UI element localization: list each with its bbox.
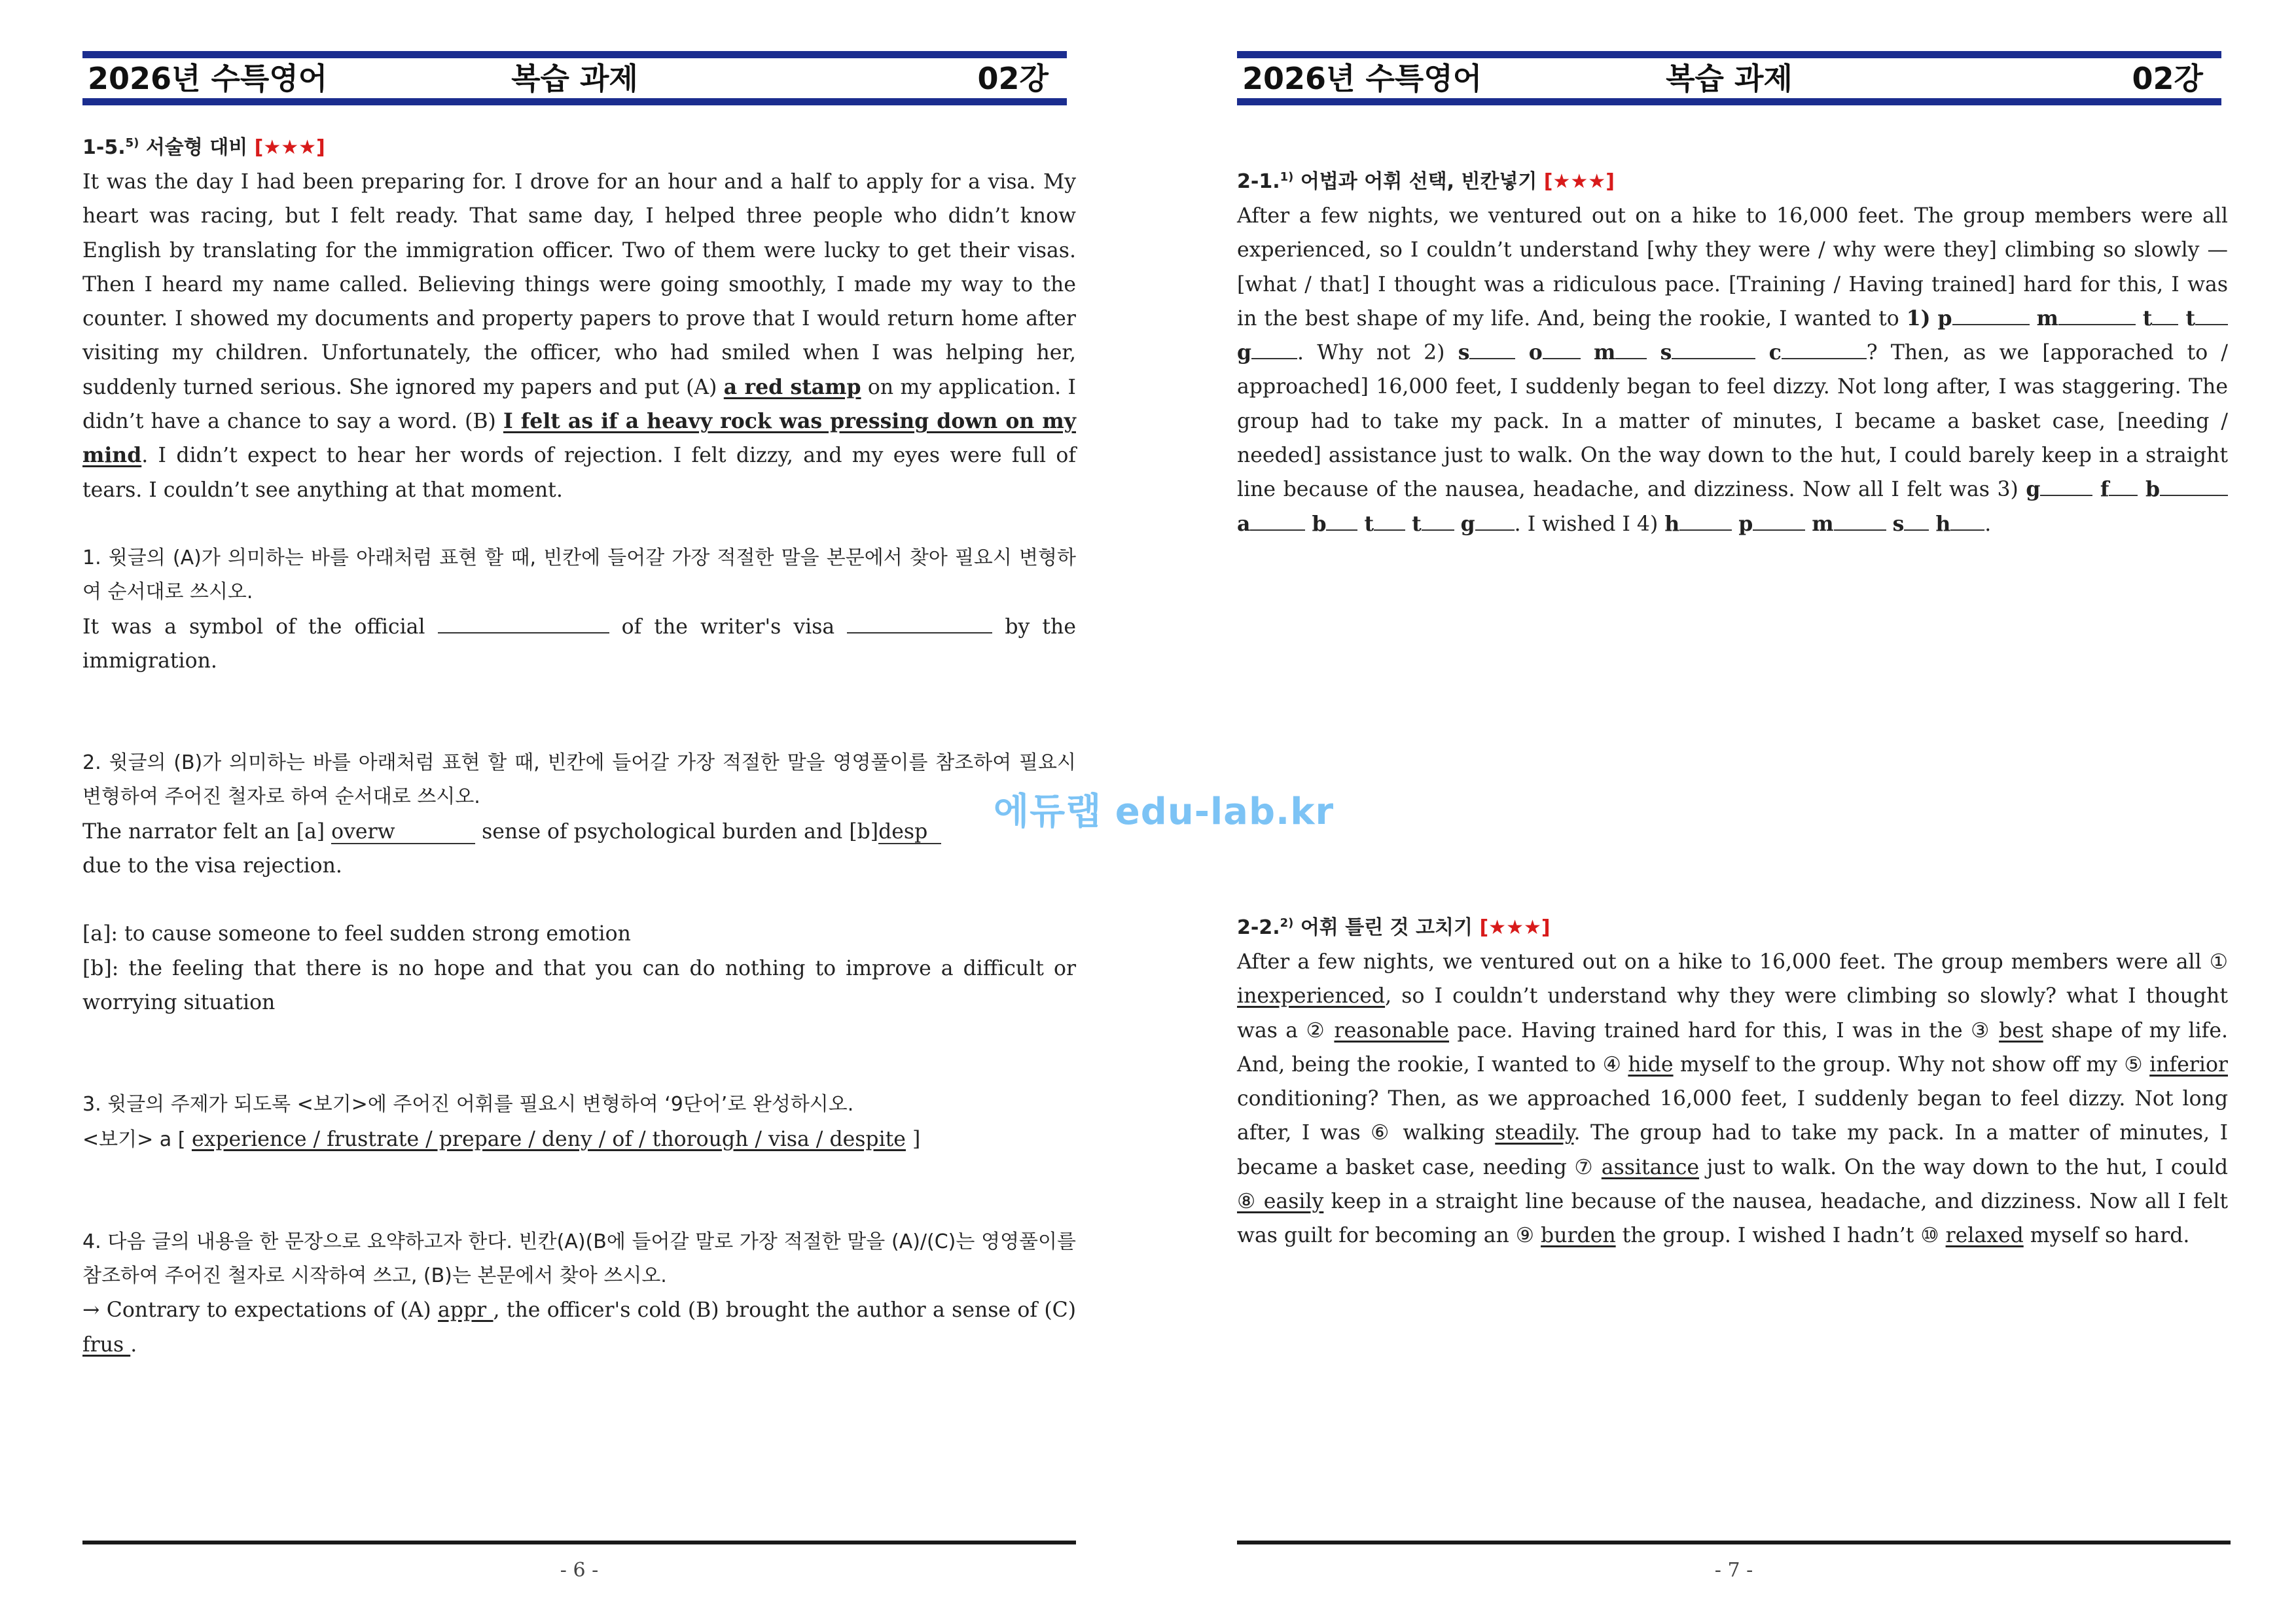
page-header xyxy=(1237,51,2221,106)
answer-line[interactable] xyxy=(1543,338,1581,359)
blank-number-1: 1) xyxy=(1906,306,1931,330)
question-4-sentence xyxy=(82,1293,1076,1362)
underlined-phrase-b: I felt as if a heavy rock was pressing down on my mind xyxy=(82,409,1076,468)
starting-letter: m xyxy=(1812,511,1834,536)
section-title: 서술형 대비 xyxy=(145,136,248,159)
question-3-word-box xyxy=(82,1122,1076,1157)
grammar-passage: After a few nights, we ventured out on a hike to 16,000 feet. The group members were all experienced, so I couldn’t understand [why they were / why were they] climbing so slowly — [what / that] I thought was a ridiculous pace. [Training / Having trained] hard for this, I was in the best shape of my life. And, being the rookie, I wanted to 1) p m t t g . Why not 2) s o m s c ? Then, as we [apporached to / approached] 16,000 feet, I suddenly began to feel dizzy. Not long after, I was staggering. The group had to take my pack. In a matter of minutes, I became a basket case, [needing / needed] assistance just to walk. On the way down to the hut, I could barely keep in a straight line because of the nausea, headache, and dizziness. Now all I felt was 3) g f b a b t t g . I wished I 4) h p m s h . xyxy=(1237,204,2229,536)
answer-line[interactable] xyxy=(2152,304,2178,325)
letter-blank[interactable] xyxy=(1312,512,1357,536)
passage-text: on my application. I didn’t have a chance to say a word. (B) xyxy=(82,375,1076,434)
blank-group-4 xyxy=(1664,512,1984,536)
right-page xyxy=(1237,0,2231,1623)
q1-text: of the writer's visa xyxy=(609,615,848,639)
q1-text: by the immigration. xyxy=(82,615,1076,673)
footnote-ref: 2) xyxy=(1280,916,1294,930)
answer-line[interactable] xyxy=(2160,475,2228,496)
section-number: 2-2. xyxy=(1237,916,1280,939)
passage-text: I wished I xyxy=(1520,512,1637,536)
starting-letter: t xyxy=(1412,511,1422,536)
letter-blank[interactable] xyxy=(1458,341,1516,365)
passage-text: shape of my life. And, being the rookie, I wanted to ④ xyxy=(1237,1018,2228,1077)
passage-text: the group. I wished I hadn’t ⑩ xyxy=(1615,1224,1946,1248)
starting-letter: s xyxy=(1458,340,1470,365)
underlined-word-6: steadily xyxy=(1495,1121,1574,1145)
starting-letter: g xyxy=(1237,340,1252,365)
letter-blank[interactable] xyxy=(1660,341,1756,365)
definition-b: [b]: the feeling that there is no hope and that you can do nothing to improve a difficult or worrying situation xyxy=(82,956,1076,1014)
right-content xyxy=(1237,165,2228,1253)
answer-line[interactable] xyxy=(1615,338,1647,359)
passage-text: conditioning? Then, as we approached 16,000 feet, I suddenly began to feel dizzy. Not long after, I was ⑥ walking xyxy=(1237,1087,2228,1145)
underlined-word-2: reasonable xyxy=(1334,1018,1449,1043)
answer-line[interactable] xyxy=(1834,510,1886,531)
section-title: 어휘 틀린 것 고치기 xyxy=(1300,916,1473,939)
letter-blank[interactable] xyxy=(2100,478,2138,501)
footer-rule xyxy=(1237,1541,2231,1544)
section-heading-2-2 xyxy=(1237,911,2228,945)
starting-letter: m xyxy=(1593,340,1616,365)
answer-blank-c[interactable]: frus xyxy=(82,1332,131,1357)
letter-blank[interactable] xyxy=(1664,512,1732,536)
passage-text: . I didn’t expect to hear her words of rejection. I felt dizzy, and my eyes were full of tears. I couldn’t see anything at that moment. xyxy=(82,444,1076,502)
header-top-bar xyxy=(1237,51,2221,58)
page-number: - 7 - xyxy=(1714,1559,1753,1582)
header-lesson: 02강 xyxy=(977,61,1049,96)
watermark-logo: 에듀랩 edu-lab.kr xyxy=(994,791,1335,833)
answer-line[interactable] xyxy=(1422,510,1454,531)
q2-text: The narrator felt an [a] xyxy=(82,819,332,844)
starting-letter: f xyxy=(2100,477,2109,502)
starting-letter: g xyxy=(1460,511,1475,536)
letter-blank[interactable] xyxy=(1412,512,1454,536)
starting-letter: s xyxy=(1892,511,1905,536)
underlined-word-10: relaxed xyxy=(1945,1224,2024,1248)
underlined-word-8: ⑧ easily xyxy=(1237,1190,1324,1214)
underlined-word-5: inferior xyxy=(2149,1052,2228,1077)
letter-blank[interactable] xyxy=(1364,512,1405,536)
answer-line[interactable] xyxy=(1950,510,1984,531)
question-1-sentence xyxy=(82,610,1076,679)
passage-text: Why not xyxy=(1304,341,1424,365)
blank-number-4: 4) xyxy=(1636,512,1659,536)
blank-group-2 xyxy=(1458,341,1867,365)
passage-text: After a few nights, we ventured out on a hike to 16,000 feet. The group members were all experienced, so I couldn’t understand [why they were / why were they] climbing so slowly — [what / that] I thought was a ridiculous pace. [Training / Having trained] hard for this, I was in the best shape of my life. And, being the rookie, I wanted to xyxy=(1237,204,2228,330)
passage-text: . The group had to take my pack. In a matter of minutes, I became a basket case, needing ⑦ xyxy=(1237,1121,2229,1179)
answer-blank[interactable] xyxy=(847,613,992,633)
page-number: - 6 - xyxy=(560,1559,599,1582)
footnote-ref: 1) xyxy=(1280,170,1294,184)
starting-letter: o xyxy=(1528,340,1543,365)
passage-text: Then, as we [apporached to / approached] 16,000 feet, I suddenly began to feel dizzy. Not long after, I was staggering. The group had to take my pack. In a matter of minutes, I became a basket case, [needing / needed] assistance just to walk. On the way down to the hut, I could barely keep in a straight line because of the nausea, headache, and dizziness. Now all I felt was xyxy=(1237,341,2229,502)
answer-line[interactable] xyxy=(1250,510,1305,531)
letter-blank[interactable] xyxy=(1935,512,1984,536)
header-top-bar xyxy=(82,51,1067,58)
underlined-word-4: hide xyxy=(1628,1052,1674,1077)
answer-blank-a[interactable]: overw xyxy=(331,821,475,844)
answer-line[interactable] xyxy=(2195,304,2228,325)
question-2-sentence xyxy=(82,815,1076,883)
answer-line[interactable] xyxy=(1251,338,1297,359)
difficulty-stars: [★★★] xyxy=(254,136,325,159)
passage-text: just to walk. On the way down to the hut, I could xyxy=(1699,1155,2228,1179)
header-lesson: 02강 xyxy=(2132,61,2203,96)
letter-blank[interactable] xyxy=(1529,341,1581,365)
section-heading-2-1 xyxy=(1237,165,2228,199)
reading-passage xyxy=(82,165,1076,507)
q1-text: It was a symbol of the official xyxy=(82,615,438,639)
blank-number-2: 2) xyxy=(1424,341,1445,365)
question-1-prompt: 1. 윗글의 (A)가 의미하는 바를 아래처럼 표현 할 때, 빈칸에 들어갈 가장 적절한 말을 본문에서 찾아 필요시 변형하여 순서대로 쓰시오. xyxy=(82,546,1076,604)
starting-letter: t xyxy=(2185,306,2196,330)
starting-letter: t xyxy=(1364,511,1374,536)
bogi-label: <보기> a [ xyxy=(82,1128,192,1151)
answer-line[interactable] xyxy=(1374,510,1405,531)
header-course: 2026년 수특영어 xyxy=(88,61,328,96)
difficulty-stars: [★★★] xyxy=(1543,170,1615,193)
starting-letter: p xyxy=(1937,306,1952,330)
answer-line[interactable] xyxy=(1469,338,1515,359)
answer-line[interactable] xyxy=(2058,304,2136,325)
q2-text: due to the visa rejection. xyxy=(82,854,342,878)
bogi-close: ] xyxy=(905,1127,921,1151)
header-title: 복습 과제 xyxy=(1666,61,1793,96)
starting-letter: a xyxy=(1237,511,1251,536)
answer-line[interactable] xyxy=(1475,510,1515,531)
underlined-word-3: best xyxy=(1999,1018,2043,1043)
passage-text: It was the day I had been preparing for. I drove for an hour and a half to apply for a visa. My heart was racing, but I felt ready. That same day, I helped three people who didn’t know English by translating for the immigration officer. Two of them were lucky to get their visas. Then I heard my name called. Believing things were going smoothly, I made my way to the counter. I showed my documents and property papers to prove that I would return home after visiting my children. Unfortunately, the officer, who had smiled when I was helping her, suddenly turned serious. She ignored my papers and put (A) xyxy=(82,170,1076,399)
letter-blank[interactable] xyxy=(1893,512,1929,536)
section-number: 2-1. xyxy=(1237,170,1280,193)
answer-line[interactable] xyxy=(1679,510,1732,531)
starting-letter: p xyxy=(1738,511,1753,536)
passage-text: pace. Having trained hard for this, I was in the ③ xyxy=(1448,1018,2000,1043)
question-2-prompt: 2. 윗글의 (B)가 의미하는 바를 아래처럼 표현 할 때, 빈칸에 들어갈 가장 적절한 말을 영영풀이를 참조하여 필요시 변형하여 주어진 철자로 하여 순서대로 쓰시오. xyxy=(82,751,1076,809)
letter-blank[interactable] xyxy=(2026,478,2092,501)
q4-text: → Contrary to expectations of (A) xyxy=(82,1298,439,1323)
letter-blank[interactable] xyxy=(1461,512,1515,536)
starting-letter: b xyxy=(2145,477,2160,502)
starting-letter: t xyxy=(2142,306,2153,330)
starting-letter: m xyxy=(2036,306,2058,330)
letter-blank[interactable] xyxy=(1237,341,1297,365)
footnote-ref: 5) xyxy=(125,136,139,150)
question-3-prompt: 3. 윗글의 주제가 되도록 <보기>에 주어진 어휘를 필요시 변형하여 ‘9단어’로 완성하시오. xyxy=(82,1093,854,1116)
question-4-prompt: 4. 다음 글의 내용을 한 문장으로 요약하고자 한다. 빈칸(A)(B에 들어갈 말로 가장 적절한 말을 (A)/(C)는 영영풀이를 참조하여 주어진 철자로 시작하여 쓰고, (B)는 본문에서 찾아 쓰시오. xyxy=(82,1230,1076,1288)
letter-blank[interactable] xyxy=(2037,307,2136,330)
header-bottom-bar xyxy=(1237,98,2221,105)
letter-blank[interactable] xyxy=(1237,512,1305,536)
letter-blank[interactable] xyxy=(2185,307,2228,330)
definition-a: [a]: to cause someone to feel sudden strong emotion xyxy=(82,922,631,946)
letter-blank[interactable] xyxy=(1594,341,1647,365)
underlined-word-9: burden xyxy=(1541,1224,1616,1248)
answer-line[interactable] xyxy=(1904,510,1929,531)
letter-blank[interactable] xyxy=(2145,478,2228,501)
q4-text: . xyxy=(130,1332,137,1357)
starting-letter: h xyxy=(1664,511,1680,536)
letter-blank[interactable] xyxy=(1812,512,1886,536)
starting-letter: c xyxy=(1768,340,1782,365)
answer-blank-a[interactable]: appr xyxy=(438,1298,493,1323)
bogi-words: experience / frustrate / prepare / deny / of / thorough / visa / despite xyxy=(191,1127,906,1151)
letter-blank[interactable] xyxy=(1769,341,1867,365)
passage-text: , so I couldn’t understand why they were climbing so slowly? what I thought was a ② xyxy=(1237,984,2228,1043)
answer-line[interactable] xyxy=(2040,475,2092,496)
header-title: 복습 과제 xyxy=(511,61,638,96)
starting-letter: g xyxy=(2026,477,2041,502)
vocabulary-passage xyxy=(1237,945,2228,1253)
q4-text: , the officer's cold (B) brought the author a sense of (C) xyxy=(493,1298,1076,1323)
underlined-word-1: inexperienced xyxy=(1237,984,1386,1008)
section-heading-1-5 xyxy=(82,131,1076,165)
answer-line[interactable] xyxy=(1952,304,2030,325)
q2-text: sense of psychological burden and [b] xyxy=(475,819,879,844)
answer-line[interactable] xyxy=(1672,338,1755,359)
answer-line[interactable] xyxy=(1326,510,1357,531)
passage-text: myself so hard. xyxy=(2023,1224,2190,1248)
passage-text: keep in a straight line because of the nausea, headache, and dizziness. Now all I felt was guilt for becoming an ⑨ xyxy=(1237,1190,2229,1248)
answer-line[interactable] xyxy=(1753,510,1805,531)
answer-blank-b[interactable]: desp xyxy=(878,821,941,844)
answer-blank[interactable] xyxy=(438,613,609,633)
starting-letter: b xyxy=(1312,511,1327,536)
letter-blank[interactable] xyxy=(1738,512,1805,536)
section-number: 1-5. xyxy=(82,136,126,159)
underlined-word-7: assitance xyxy=(1601,1155,1699,1179)
difficulty-stars: [★★★] xyxy=(1479,916,1551,939)
answer-line[interactable] xyxy=(1782,338,1867,359)
starting-letter: s xyxy=(1660,340,1672,365)
passage-text: myself to the group. Why not show off my ⑤ xyxy=(1673,1052,2150,1077)
header-bottom-bar xyxy=(82,98,1067,105)
left-content xyxy=(82,131,1076,1362)
letter-blank[interactable] xyxy=(1938,307,2030,330)
blank-number-3: 3) xyxy=(1997,478,2018,502)
header-course: 2026년 수특영어 xyxy=(1242,61,1482,96)
section-title: 어법과 어휘 선택, 빈칸넣기 xyxy=(1300,170,1537,193)
answer-line[interactable] xyxy=(2109,475,2138,496)
footer-rule xyxy=(82,1541,1076,1544)
left-page xyxy=(82,0,1076,1623)
page-header xyxy=(82,51,1067,106)
passage-text: After a few nights, we ventured out on a hike to 16,000 feet. The group members were all ① xyxy=(1237,950,2228,974)
letter-blank[interactable] xyxy=(2143,307,2179,330)
starting-letter: h xyxy=(1935,511,1951,536)
underlined-phrase-a: a red stamp xyxy=(723,374,861,399)
